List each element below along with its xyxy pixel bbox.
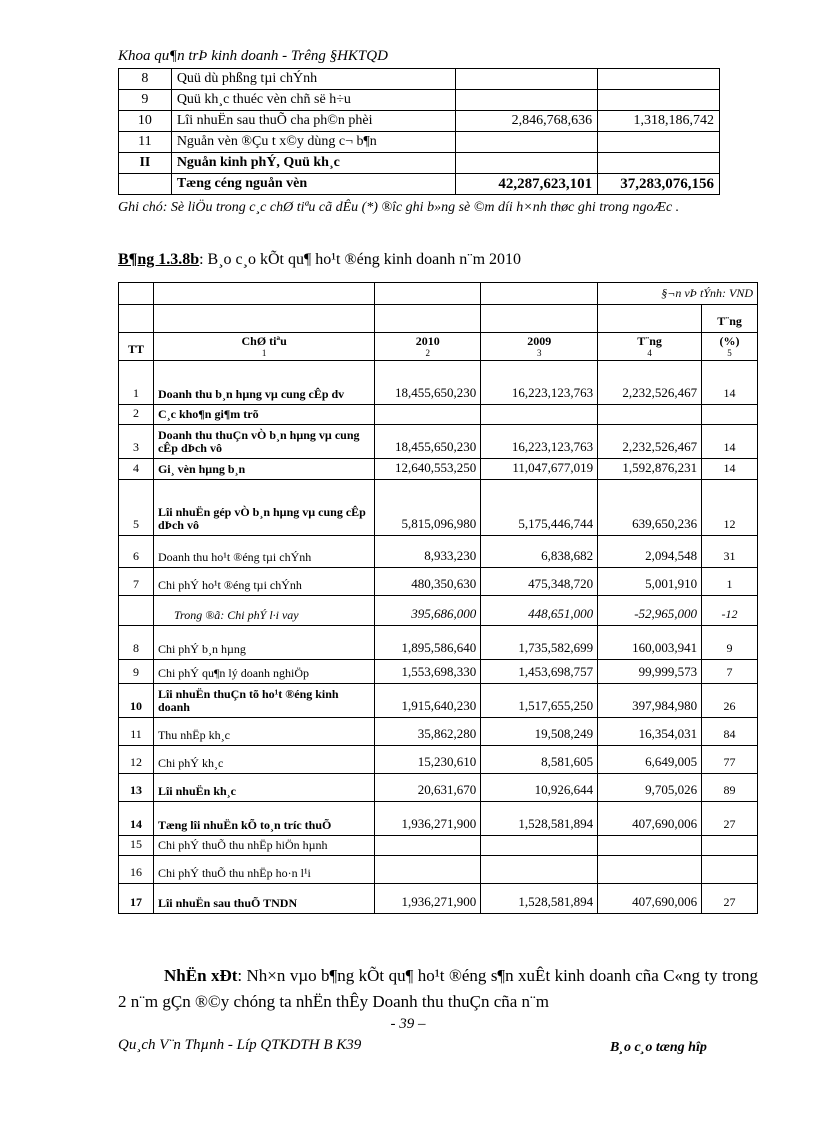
cell-b: 16,223,123,763 (481, 425, 598, 459)
cell-b: 5,175,446,744 (481, 480, 598, 536)
table-row (119, 746, 758, 774)
cell-d: 9 (702, 626, 758, 660)
cell-tt: 4 (119, 459, 154, 480)
top-cell-label: Tæng céng nguån vèn (171, 174, 456, 195)
cell-a: 12,640,553,250 (375, 459, 481, 480)
top-cell-v2: 1,318,186,742 (598, 111, 720, 132)
top-cell-v1 (456, 90, 598, 111)
col-diff: T¨ng 4 (598, 333, 702, 361)
col-2010: 2010 2 (375, 333, 481, 361)
cell-label: Chi phÝ thuÕ thu nhËp hiÖn hµnh (153, 836, 374, 856)
cell-a: 8,933,230 (375, 536, 481, 568)
top-cell-tt (119, 174, 172, 195)
cell-d: 27 (702, 802, 758, 836)
top-cell-v1 (456, 153, 598, 174)
cell-b: 11,047,677,019 (481, 459, 598, 480)
cell-tt: 12 (119, 746, 154, 774)
cell-d: 77 (702, 746, 758, 774)
cell-b: 1,528,581,894 (481, 884, 598, 914)
cell-tt: 16 (119, 856, 154, 884)
cell-tt (119, 596, 154, 626)
cell-a: 480,350,630 (375, 568, 481, 596)
income-statement-table (118, 282, 758, 914)
cell-b: 16,223,123,763 (481, 361, 598, 405)
cell-tt: 15 (119, 836, 154, 856)
table-row (119, 884, 758, 914)
cell-a: 15,230,610 (375, 746, 481, 774)
cell-label: Doanh thu b¸n hµng vµ cung cÊp dv (153, 361, 374, 405)
top-table-row (119, 132, 720, 153)
col-2009: 2009 3 (481, 333, 598, 361)
top-cell-tt: 10 (119, 111, 172, 132)
cell-tt: 5 (119, 480, 154, 536)
table-row (119, 684, 758, 718)
remark-label: NhËn xÐt (164, 966, 238, 985)
top-cell-label: Lîi nhuËn sau thuÕ cha ph©n phèi (171, 111, 456, 132)
top-table-row (119, 174, 720, 195)
table-row (119, 405, 758, 425)
cell-tt: 17 (119, 884, 154, 914)
cell-c: 407,690,006 (598, 802, 702, 836)
cell-tt: 6 (119, 536, 154, 568)
cell-tt: 10 (119, 684, 154, 718)
cell-c: 1,592,876,231 (598, 459, 702, 480)
cell-tt: 1 (119, 361, 154, 405)
cell-a: 18,455,650,230 (375, 425, 481, 459)
table-title (118, 251, 521, 269)
cell-c (598, 836, 702, 856)
cell-label: Doanh thu ho¹t ®éng tµi chÝnh (153, 536, 374, 568)
cell-b (481, 405, 598, 425)
cell-a: 35,862,280 (375, 718, 481, 746)
top-cell-v1 (456, 132, 598, 153)
cell-tt: 14 (119, 802, 154, 836)
top-cell-tt: 11 (119, 132, 172, 153)
table-row (119, 361, 758, 405)
page-header: Khoa qu¶n trÞ kinh doanh - Trêng §HKTQD (118, 48, 388, 64)
cell-tt: 8 (119, 626, 154, 660)
cell-a (375, 405, 481, 425)
cell-d (702, 856, 758, 884)
cell-d: 14 (702, 361, 758, 405)
cell-label: Gi¸ vèn hµng b¸n (153, 459, 374, 480)
cell-b: 1,453,698,757 (481, 660, 598, 684)
cell-tt: 2 (119, 405, 154, 425)
cell-label: Chi phÝ qu¶n lý doanh nghiÖp (153, 660, 374, 684)
cell-a: 1,936,271,900 (375, 884, 481, 914)
top-cell-tt: 8 (119, 69, 172, 90)
col-tt: TT (119, 333, 154, 361)
cell-d: 84 (702, 718, 758, 746)
cell-c (598, 405, 702, 425)
cell-a: 1,915,640,230 (375, 684, 481, 718)
top-cell-label: Nguån kinh phÝ, Quü kh¸c (171, 153, 456, 174)
cell-c: 397,984,980 (598, 684, 702, 718)
top-table-row (119, 69, 720, 90)
cell-label: Trong ®ã: Chi phÝ l·i vay (153, 596, 374, 626)
remark-text: : Nh×n vµo b¶ng kÕt qu¶ ho¹t ®éng s¶n xuÊt kinh doanh cña C«ng ty trong 2 n¨m gÇn ®©y chóng ta nhËn thÊy Doanh thu thuÇn cña n¨m (118, 966, 758, 1011)
cell-c: 2,094,548 (598, 536, 702, 568)
cell-a: 5,815,096,980 (375, 480, 481, 536)
cell-c: 16,354,031 (598, 718, 702, 746)
cell-label: Thu nhËp kh¸c (153, 718, 374, 746)
cell-c: 160,003,941 (598, 626, 702, 660)
cell-a: 395,686,000 (375, 596, 481, 626)
top-cell-v2 (598, 153, 720, 174)
top-cell-label: Quü dù phßng tµi chÝnh (171, 69, 456, 90)
table-row (119, 802, 758, 836)
cell-tt: 3 (119, 425, 154, 459)
top-cell-label: Nguån vèn ®Çu t x©y dùng c¬ b¶n (171, 132, 456, 153)
table-row (119, 856, 758, 884)
cell-label: Lîi nhuËn sau thuÕ TNDN (153, 884, 374, 914)
cell-c: 639,650,236 (598, 480, 702, 536)
cell-a: 1,895,586,640 (375, 626, 481, 660)
footnote: Ghi chó: Sè liÖu trong c¸c chØ tiªu cã dÊu (*) ®îc ghi b»ng sè ©m díi h×nh thøc ghi trong ngoÆc . (118, 200, 680, 215)
cell-d (702, 836, 758, 856)
cell-c: 9,705,026 (598, 774, 702, 802)
col-label: ChØ tiªu 1 (153, 333, 374, 361)
table-row (119, 536, 758, 568)
col-pct: (%) 5 (702, 333, 758, 361)
cell-label: Lîi nhuËn thuÇn tõ ho¹t ®éng kinh doanh (153, 684, 374, 718)
top-cell-tt: 9 (119, 90, 172, 111)
top-table-row (119, 153, 720, 174)
top-cell-v2: 37,283,076,156 (598, 174, 720, 195)
page-number: - 39 – (390, 1016, 426, 1032)
cell-label: Chi phÝ ho¹t ®éng tµi chÝnh (153, 568, 374, 596)
cell-c: 2,232,526,467 (598, 361, 702, 405)
top-cell-v2 (598, 69, 720, 90)
cell-a: 18,455,650,230 (375, 361, 481, 405)
cell-c (598, 856, 702, 884)
cell-d: 31 (702, 536, 758, 568)
cell-d: 7 (702, 660, 758, 684)
table-row (119, 836, 758, 856)
table-row (119, 596, 758, 626)
cell-d (702, 405, 758, 425)
cell-b: 1,735,582,699 (481, 626, 598, 660)
cell-label: Chi phÝ thuÕ thu nhËp ho·n l¹i (153, 856, 374, 884)
cell-b: 8,581,605 (481, 746, 598, 774)
cell-d: 14 (702, 459, 758, 480)
table-number: B¶ng 1.3.8b (118, 251, 200, 268)
footer-author: Qu¸ch V¨n Thµnh - Líp QTKDTH B K39 (118, 1037, 362, 1053)
unit-label: §¬n vÞ tÝnh: VND (598, 283, 758, 305)
table-caption: : B¸o c¸o kÕt qu¶ ho¹t ®éng kinh doanh n¨m 2010 (199, 251, 522, 268)
table-row (119, 660, 758, 684)
cell-a: 20,631,670 (375, 774, 481, 802)
cell-label: C¸c kho¶n gi¶m trõ (153, 405, 374, 425)
remark-paragraph (118, 963, 758, 1015)
footer-report-title: B¸o c¸o tæng hîp (610, 1040, 707, 1055)
cell-c: 407,690,006 (598, 884, 702, 914)
top-cell-v1: 2,846,768,636 (456, 111, 598, 132)
cell-d: 12 (702, 480, 758, 536)
top-table-row (119, 111, 720, 132)
table-row (119, 459, 758, 480)
cell-c: 5,001,910 (598, 568, 702, 596)
top-cell-v2 (598, 132, 720, 153)
cell-b: 10,926,644 (481, 774, 598, 802)
table-row (119, 626, 758, 660)
cell-c: -52,965,000 (598, 596, 702, 626)
cell-b: 19,508,249 (481, 718, 598, 746)
cell-b: 6,838,682 (481, 536, 598, 568)
cell-label: Doanh thu thuÇn vÒ b¸n hµng vµ cung cÊp dÞch vô (153, 425, 374, 459)
cell-tt: 7 (119, 568, 154, 596)
cell-c: 2,232,526,467 (598, 425, 702, 459)
table-row (119, 718, 758, 746)
cell-a (375, 856, 481, 884)
cell-label: Chi phÝ b¸n hµng (153, 626, 374, 660)
cell-label: Lîi nhuËn gép vÒ b¸n hµng vµ cung cÊp dÞch vô (153, 480, 374, 536)
cell-label: Tæng lîi nhuËn kÕ to¸n tríc thuÕ (153, 802, 374, 836)
top-cell-label: Quü kh¸c thuéc vèn chñ së h÷u (171, 90, 456, 111)
top-cell-v1: 42,287,623,101 (456, 174, 598, 195)
cell-b (481, 836, 598, 856)
cell-d: 27 (702, 884, 758, 914)
cell-b: 1,517,655,250 (481, 684, 598, 718)
balance-table-continued (118, 68, 720, 195)
table-row (119, 480, 758, 536)
top-table-row (119, 90, 720, 111)
cell-b (481, 856, 598, 884)
cell-b: 448,651,000 (481, 596, 598, 626)
cell-d: 14 (702, 425, 758, 459)
cell-tt: 9 (119, 660, 154, 684)
cell-d: 89 (702, 774, 758, 802)
table-row (119, 774, 758, 802)
table-row (119, 425, 758, 459)
cell-a: 1,553,698,330 (375, 660, 481, 684)
top-cell-tt: II (119, 153, 172, 174)
cell-d: 1 (702, 568, 758, 596)
table-row (119, 568, 758, 596)
cell-c: 6,649,005 (598, 746, 702, 774)
cell-label: Lîi nhuËn kh¸c (153, 774, 374, 802)
cell-tt: 11 (119, 718, 154, 746)
cell-d: -12 (702, 596, 758, 626)
cell-b: 475,348,720 (481, 568, 598, 596)
cell-c: 99,999,573 (598, 660, 702, 684)
cell-label: Chi phÝ kh¸c (153, 746, 374, 774)
cell-d: 26 (702, 684, 758, 718)
top-cell-v2 (598, 90, 720, 111)
cell-a (375, 836, 481, 856)
cell-b: 1,528,581,894 (481, 802, 598, 836)
pct-header-top: T¨ng (702, 305, 758, 333)
cell-a: 1,936,271,900 (375, 802, 481, 836)
cell-tt: 13 (119, 774, 154, 802)
top-cell-v1 (456, 69, 598, 90)
